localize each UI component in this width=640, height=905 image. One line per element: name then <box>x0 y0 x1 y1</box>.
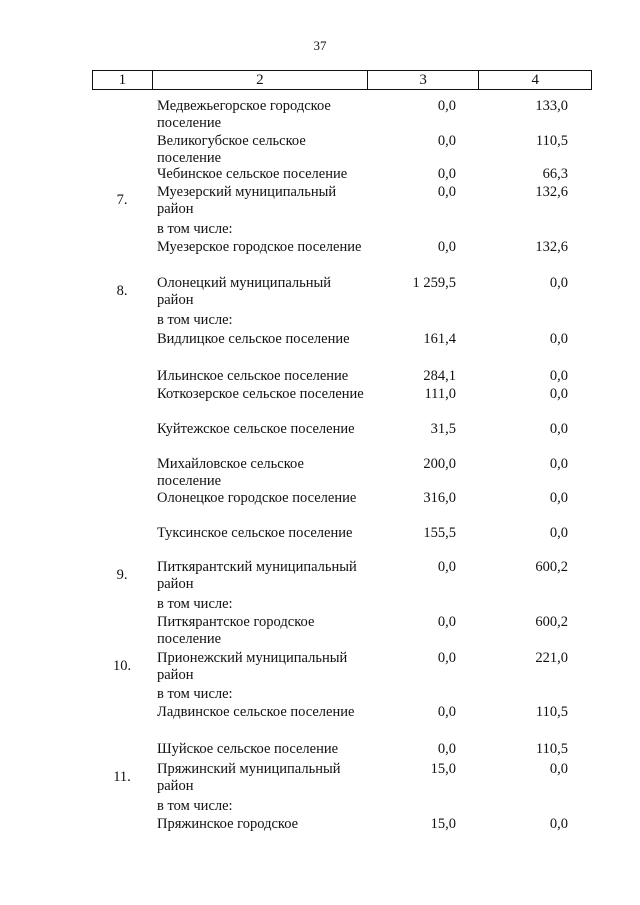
row-value-col4: 110,5 <box>535 741 568 757</box>
row-name: Великогубское сельское поселение <box>157 133 306 166</box>
row-value-col3: 0,0 <box>437 704 456 720</box>
row-name: Питкярантский муниципальный район <box>157 559 357 592</box>
header-col-2: 2 <box>153 71 368 89</box>
row-value-col3: 1 259,5 <box>412 275 456 291</box>
row-value-col3: 316,0 <box>423 490 456 506</box>
row-number: 9. <box>116 567 128 583</box>
row-name: Чебинское сельское поселение <box>157 166 348 182</box>
row-value-col4: 132,6 <box>535 184 568 200</box>
row-value-col3: 0,0 <box>437 98 456 114</box>
row-value-col3: 0,0 <box>437 614 456 630</box>
row-value-col3: 0,0 <box>437 239 456 255</box>
row-value-col4: 110,5 <box>535 704 568 720</box>
row-value-col4: 0,0 <box>549 816 568 832</box>
row-name: Ильинское сельское поселение <box>157 368 349 384</box>
row-value-col3: 111,0 <box>424 386 456 402</box>
page-number: 37 <box>313 38 327 53</box>
row-name: Ладвинское сельское поселение <box>157 704 355 720</box>
row-value-col4: 600,2 <box>535 614 568 630</box>
row-value-col3: 0,0 <box>437 650 456 666</box>
header-col-1: 1 <box>93 71 153 89</box>
row-name: в том числе: <box>157 798 233 814</box>
row-name: Медвежьегорское городское поселение <box>157 98 331 131</box>
row-name: Олонецкий муниципальный район <box>157 275 331 308</box>
row-name: Муезерский муниципальный район <box>157 184 337 217</box>
row-value-col3: 0,0 <box>437 184 456 200</box>
row-value-col4: 0,0 <box>549 456 568 472</box>
row-name: в том числе: <box>157 221 233 237</box>
row-value-col4: 0,0 <box>549 761 568 777</box>
row-number: 11. <box>113 769 131 785</box>
row-value-col4: 132,6 <box>535 239 568 255</box>
row-value-col3: 15,0 <box>430 816 456 832</box>
row-name: Коткозерское сельское поселение <box>157 386 364 402</box>
row-value-col4: 0,0 <box>549 275 568 291</box>
row-value-col4: 0,0 <box>549 421 568 437</box>
header-col-3: 3 <box>368 71 480 89</box>
row-value-col4: 0,0 <box>549 368 568 384</box>
row-name: в том числе: <box>157 686 233 702</box>
row-name: Муезерское городское поселение <box>157 239 362 255</box>
row-value-col4: 221,0 <box>535 650 568 666</box>
row-value-col4: 0,0 <box>549 525 568 541</box>
row-number: 7. <box>116 192 128 208</box>
row-value-col4: 133,0 <box>535 98 568 114</box>
row-name: Пряжинский муниципальный район <box>157 761 341 794</box>
table-header <box>92 70 592 90</box>
row-number: 8. <box>116 283 128 299</box>
row-value-col4: 600,2 <box>535 559 568 575</box>
header-col-4: 4 <box>531 72 539 88</box>
row-value-col3: 0,0 <box>437 559 456 575</box>
row-value-col3: 0,0 <box>437 166 456 182</box>
row-number: 10. <box>112 658 132 674</box>
row-name: Михайловское сельское поселение <box>157 456 304 489</box>
row-value-col4: 0,0 <box>549 331 568 347</box>
row-name: в том числе: <box>157 312 233 328</box>
row-name: Куйтежское сельское поселение <box>157 421 355 437</box>
row-value-col3: 161,4 <box>423 331 456 347</box>
row-name: в том числе: <box>157 596 233 612</box>
row-name: Питкярантское городское поселение <box>157 614 315 647</box>
row-value-col3: 284,1 <box>423 368 456 384</box>
row-value-col3: 200,0 <box>423 456 456 472</box>
row-value-col3: 15,0 <box>430 761 456 777</box>
row-value-col4: 0,0 <box>549 490 568 506</box>
row-name: Туксинское сельское поселение <box>157 525 353 541</box>
row-value-col4: 0,0 <box>549 386 568 402</box>
row-value-col3: 0,0 <box>437 133 456 149</box>
row-value-col4: 110,5 <box>535 133 568 149</box>
row-name: Пряжинское городское <box>157 816 299 832</box>
row-value-col3: 0,0 <box>437 741 456 757</box>
row-name: Шуйское сельское поселение <box>157 741 339 757</box>
row-value-col3: 155,5 <box>423 525 456 541</box>
row-name: Видлицкое сельское поселение <box>157 331 350 347</box>
row-value-col4: 66,3 <box>542 166 568 182</box>
row-value-col3: 31,5 <box>430 421 456 437</box>
row-name: Олонецкое городское поселение <box>157 490 357 506</box>
row-name: Прионежский муниципальный район <box>157 650 348 683</box>
